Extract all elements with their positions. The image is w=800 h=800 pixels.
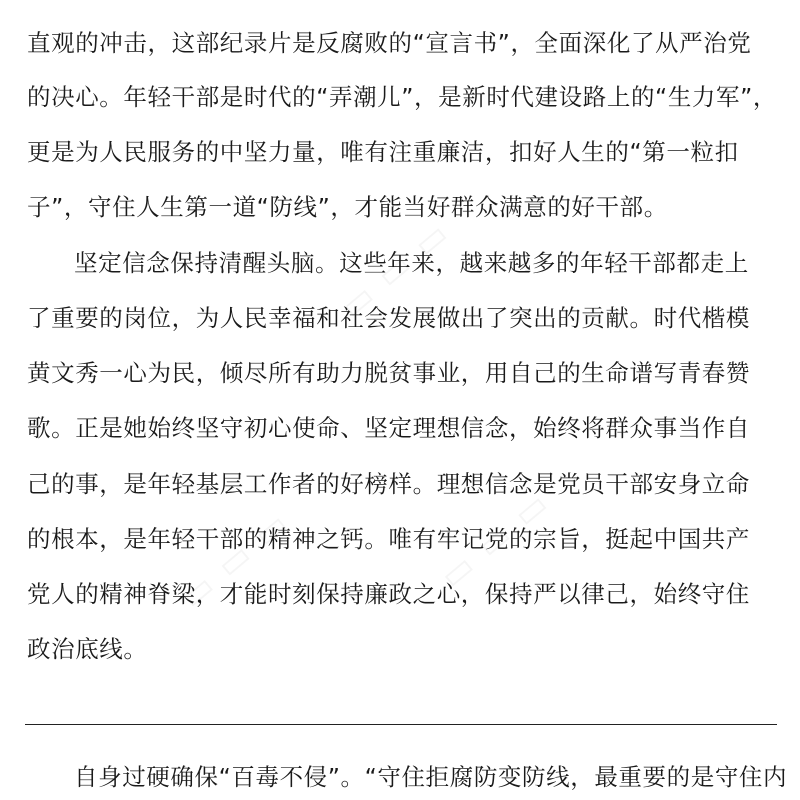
paragraph-line: 黄文秀一心为民，倾尽所有助力脱贫事业，用自己的生命谱写青春赞 <box>27 359 750 387</box>
paragraph-line: 直观的冲击，这部纪录片是反腐败的“宣言书”，全面深化了从严治党 <box>27 29 752 57</box>
paragraph-line: 己的事，是年轻基层工作者的好榜样。理想信念是党员干部安身立命 <box>27 470 750 498</box>
paragraph-line: 坚定信念保持清醒头脑。这些年来，越来越多的年轻干部都走上 <box>74 249 749 277</box>
watermark: ▭ ▭ ▭ <box>332 212 458 328</box>
paragraph-line: 了重要的岗位，为人民幸福和社会发展做出了突出的贡献。时代楷模 <box>27 304 750 332</box>
paragraph-line: 的根本，是年轻干部的精神之钙。唯有牢记党的宗旨，挺起中国共产 <box>27 525 750 553</box>
watermark: ▭ ▭ ▭ <box>172 502 298 618</box>
paragraph-line: 党人的精神脊梁，才能时刻保持廉政之心，保持严以律己，始终守住 <box>27 580 750 608</box>
page-divider <box>25 724 777 725</box>
paragraph-line: 的决心。年轻干部是时代的“弄潮儿”，是新时代建设路上的“生力军”， <box>27 83 777 111</box>
watermark: ▭ ▭ ▭ <box>432 482 558 598</box>
paragraph-line: 自身过硬确保“百毒不侵”。“守住拒腐防变防线，最重要的是守住内 <box>74 763 788 791</box>
paragraph-line: 歌。正是她始终坚守初心使命、坚定理想信念，始终将群众事当作自 <box>27 414 750 442</box>
paragraph-line: 政治底线。 <box>27 635 148 663</box>
paragraph-line: 更是为人民服务的中坚力量，唯有注重廉洁，扣好人生的“第一粒扣 <box>27 138 739 166</box>
paragraph-line: 子”，守住人生第一道“防线”，才能当好群众满意的好干部。 <box>27 193 668 221</box>
